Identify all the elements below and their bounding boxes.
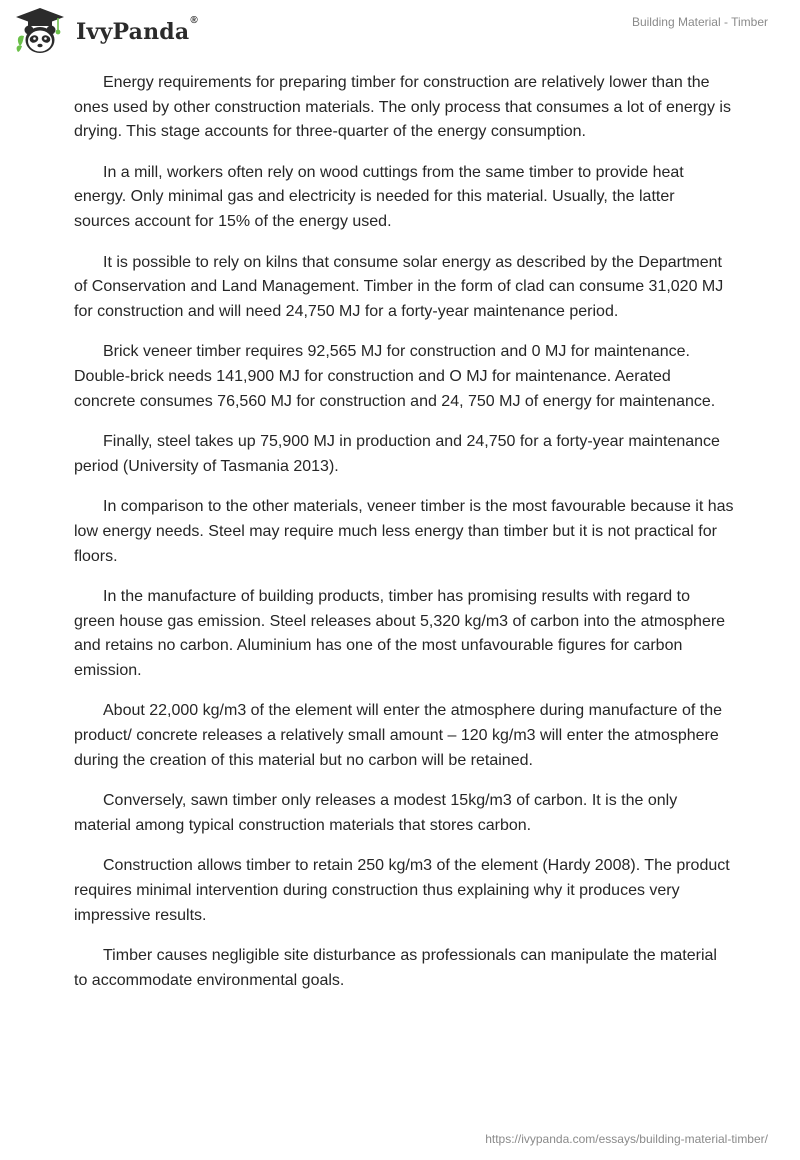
paragraph: Brick veneer timber requires 92,565 MJ for construction and 0 MJ for maintenance. Double-brick needs 141,900 MJ for construction and O MJ for maintenance. Aerated concrete consumes 76,560 MJ for construction and 24, 750 MJ of energy for maintenance. — [74, 343, 716, 410]
paragraph: About 22,000 kg/m3 of the element will enter the atmosphere during manufacture of the product/ concrete releases a relatively small amount – 120 kg/m3 will enter the atmosphere during the creation of this material but no carbon will be retained. — [74, 702, 723, 769]
document-title: Building Material - Timber — [631, 15, 768, 29]
paragraph: Construction allows timber to retain 250 kg/m3 of the element (Hardy 2008). The product requires minimal intervention during construction thus explaining why it produces very impressive results. — [74, 857, 730, 924]
paragraph: It is possible to rely on kilns that consume solar energy as described by the Department of Conservation and Land Management. Timber in the form of clad can consume 31,020 MJ for construction and will need 24,750 MJ for a forty-year maintenance period. — [74, 253, 724, 320]
source-url-link[interactable]: https://ivypanda.com/essays/building-material-timber/ — [485, 1132, 768, 1146]
paragraph: Energy requirements for preparing timber for construction are relatively lower than the ones used by other construction materials. The only process that consumes a lot of energy is drying. This stage accounts for three-quarter of the energy consumption. — [74, 74, 731, 141]
registered-mark: ® — [190, 15, 198, 26]
logo-wordmark: IvyPanda® — [76, 15, 198, 45]
ivypanda-logo[interactable] — [14, 6, 198, 56]
paragraph: Conversely, sawn timber only releases a modest 15kg/m3 of carbon. It is the only material among typical construction materials that stores carbon. — [74, 792, 678, 834]
essay-body — [74, 71, 734, 1009]
paragraph: In the manufacture of building products, timber has promising results with regard to green house gas emission. Steel releases about 5,320 kg/m3 of carbon into the atmosphere and retains no carbon. Aluminium has one of the most unfavourable figures for carbon emission. — [74, 588, 726, 679]
paragraph: In comparison to the other materials, veneer timber is the most favourable because it has low energy needs. Steel may require much less energy than timber but it is not practical for floors. — [74, 498, 734, 565]
paragraph: Finally, steel takes up 75,900 MJ in production and 24,750 for a forty-year maintenance period (University of Tasmania 2013). — [74, 433, 720, 475]
paragraph: In a mill, workers often rely on wood cuttings from the same timber to provide heat energy. Only minimal gas and electricity is needed for this material. Usually, the latter sources account for 15% of the energy used. — [74, 163, 684, 230]
paragraph: Timber causes negligible site disturbance as professionals can manipulate the material to accommodate environmental goals. — [74, 947, 717, 989]
panda-graduate-icon — [14, 6, 66, 56]
page-header — [0, 0, 800, 60]
